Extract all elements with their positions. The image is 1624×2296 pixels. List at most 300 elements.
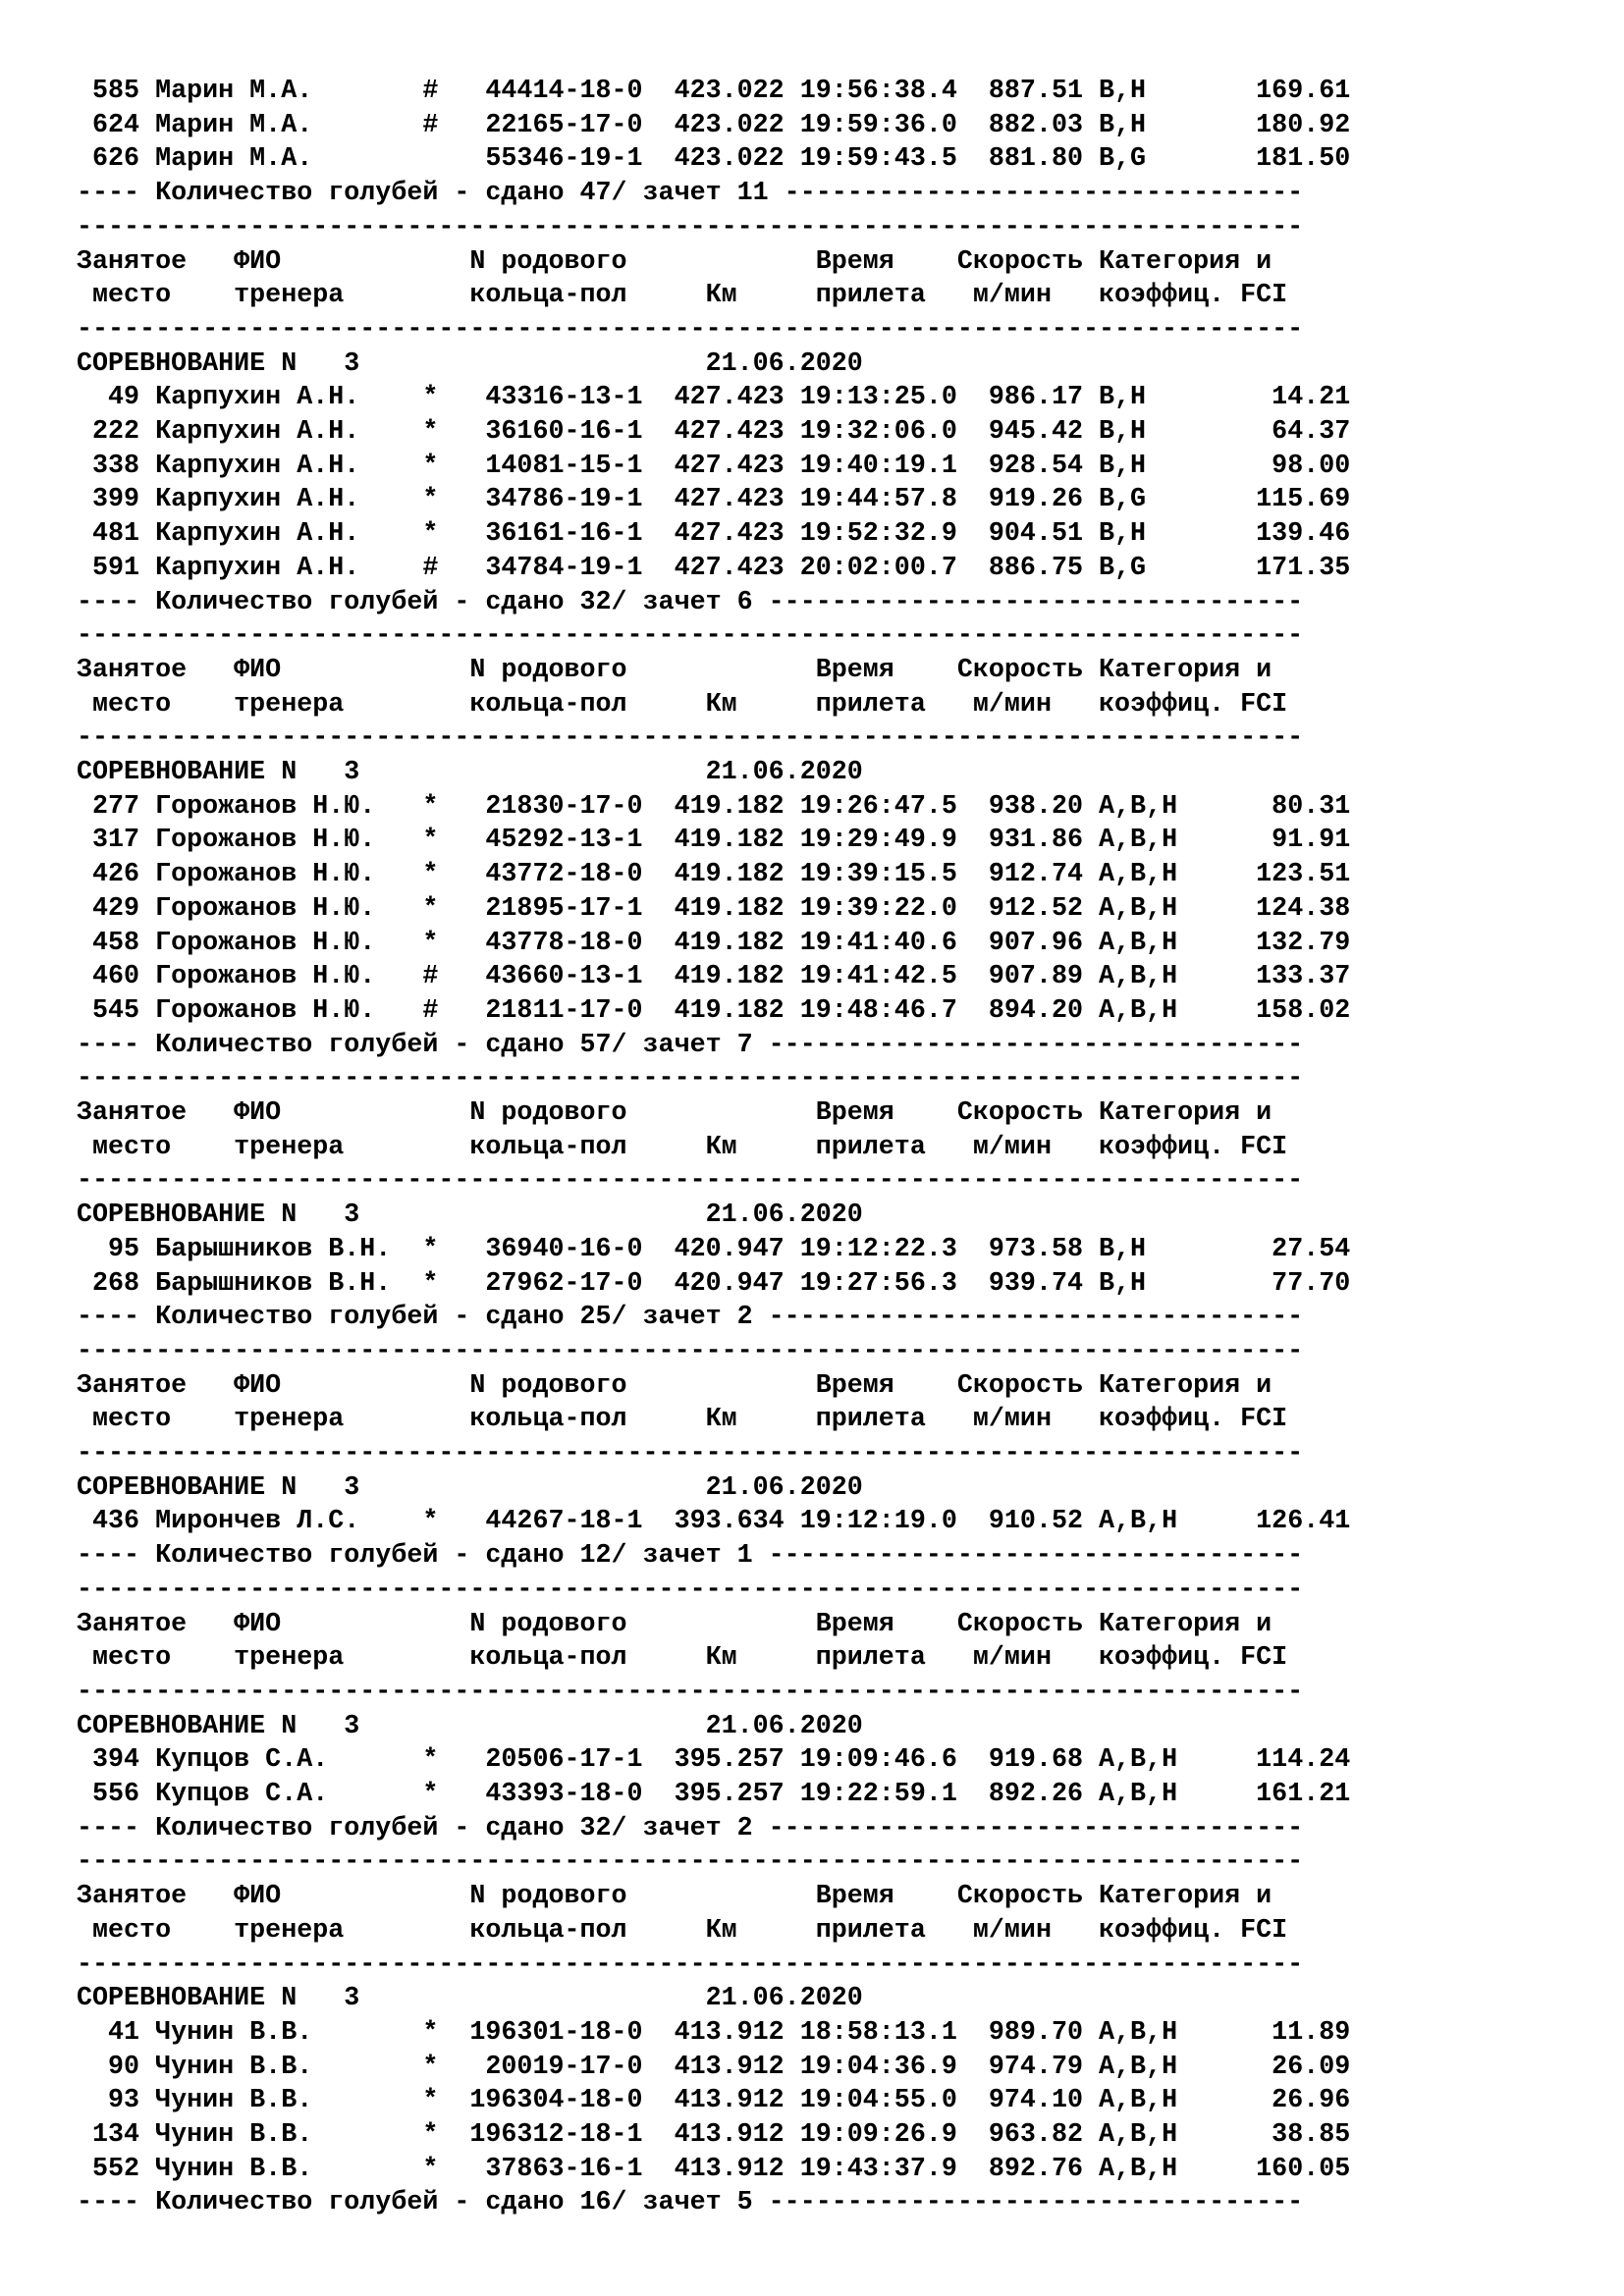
distance-km: 413.912 xyxy=(674,2154,785,2184)
header-place: Занятое xyxy=(77,1882,235,1912)
header-ring-2: кольца-пол xyxy=(469,1405,706,1435)
arrival-time: 19:56:38.4 xyxy=(799,77,957,106)
mark xyxy=(422,144,469,174)
submitted-count: 12 xyxy=(579,1541,612,1572)
scored-count: 1 xyxy=(736,1541,753,1572)
header-ring: N родового xyxy=(469,1609,816,1639)
separator-line: ------------------------------------------------------------------------------ xyxy=(77,621,1304,652)
fci-coefficient: 11.89 xyxy=(1209,2017,1351,2048)
arrival-time: 19:44:57.8 xyxy=(799,485,957,515)
arrival-time: 19:43:37.9 xyxy=(799,2154,957,2184)
result-row xyxy=(77,415,1350,450)
result-row xyxy=(77,75,1350,109)
arrival-time: 18:58:13.1 xyxy=(799,2017,957,2048)
ring-number: 44267-18-1 xyxy=(469,1507,643,1537)
place: 268 xyxy=(77,1268,140,1299)
competition-date: 21.06.2020 xyxy=(705,758,863,787)
result-row xyxy=(77,2016,1350,2051)
result-row xyxy=(77,142,1350,177)
trainer-name: Горожанов Н.Ю. xyxy=(155,860,423,890)
mark: * xyxy=(422,1234,470,1264)
header-time-2: прилета xyxy=(815,1915,973,1946)
fci-coefficient: 158.02 xyxy=(1209,995,1351,1026)
summary-line: ---- Количество голубей - сдано 57/ зачет 7 ---------------------------------- xyxy=(77,1030,1304,1060)
table-header-line-2 xyxy=(77,1131,1287,1165)
scored-count: 2 xyxy=(736,1813,753,1843)
header-time-2: прилета xyxy=(815,1132,973,1162)
category: B,G xyxy=(1099,553,1210,583)
competition-title-line xyxy=(77,1710,863,1744)
result-row xyxy=(77,381,1350,415)
trainer-name: Марин М.А. xyxy=(155,144,423,175)
summary-line: ---- Количество голубей - сдано 32/ зачет 6 ---------------------------------- xyxy=(77,587,1304,617)
header-category-2: коэффиц. FCI xyxy=(1099,281,1288,311)
ring-number: 21895-17-1 xyxy=(469,893,643,924)
place: 545 xyxy=(77,995,140,1026)
separator-line: ------------------------------------------------------------------------------ xyxy=(77,723,1304,754)
mark: * xyxy=(422,1780,470,1809)
competition-title-line xyxy=(77,756,863,790)
speed: 886.75 xyxy=(988,553,1083,583)
table-header-line-2 xyxy=(77,279,1287,313)
category: A,B,H xyxy=(1099,791,1210,822)
ring-number: 36161-16-1 xyxy=(469,519,643,550)
category: A,B,H xyxy=(1099,893,1210,924)
separator-line: ------------------------------------------------------------------------------ xyxy=(77,1064,1304,1095)
fci-coefficient: 169.61 xyxy=(1209,77,1351,106)
header-name: ФИО xyxy=(234,1370,470,1401)
separator-line: ------------------------------------------------------------------------------ xyxy=(77,1336,1304,1366)
speed: 919.68 xyxy=(988,1745,1083,1776)
header-ring-2: кольца-пол xyxy=(469,1643,706,1674)
summary-line: ---- Количество голубей - сдано 32/ зачет 2 ---------------------------------- xyxy=(77,1813,1304,1843)
competition-date: 21.06.2020 xyxy=(705,1201,863,1231)
fci-coefficient: 38.85 xyxy=(1209,2120,1351,2150)
category: A,B,H xyxy=(1099,928,1210,958)
ring-number: 196312-18-1 xyxy=(469,2120,643,2150)
distance-km: 427.423 xyxy=(674,553,785,583)
header-speed: Скорость xyxy=(956,1370,1100,1401)
distance-km: 419.182 xyxy=(674,928,785,958)
arrival-time: 19:48:46.7 xyxy=(799,995,957,1026)
distance-km: 427.423 xyxy=(674,519,785,550)
result-row xyxy=(77,450,1350,484)
result-row xyxy=(77,2051,1350,2085)
place: 429 xyxy=(77,893,140,924)
result-row xyxy=(77,994,1350,1029)
arrival-time: 19:04:55.0 xyxy=(799,2086,957,2116)
trainer-name: Карпухин А.Н. xyxy=(155,451,423,481)
scored-count: 2 xyxy=(736,1303,753,1333)
header-name-2: тренера xyxy=(234,1643,470,1674)
result-row xyxy=(77,892,1350,927)
trainer-name: Мирончев Л.С. xyxy=(155,1507,423,1537)
result-row xyxy=(77,483,1350,517)
speed: 945.42 xyxy=(988,417,1083,447)
header-time: Время xyxy=(815,1609,957,1639)
ring-number: 36160-16-1 xyxy=(469,417,643,447)
header-km: Км xyxy=(705,1915,816,1946)
mark: # xyxy=(422,110,470,140)
category: B,H xyxy=(1099,383,1210,413)
result-row xyxy=(77,109,1350,143)
ring-number: 20019-17-0 xyxy=(469,2052,643,2082)
table-header-line-1 xyxy=(77,1096,1272,1131)
place: 624 xyxy=(77,110,140,140)
submitted-count: 57 xyxy=(579,1030,612,1060)
result-row xyxy=(77,2084,1350,2118)
fci-coefficient: 26.96 xyxy=(1209,2086,1351,2116)
fci-coefficient: 27.54 xyxy=(1209,1234,1351,1264)
table-header-line-1 xyxy=(77,1369,1272,1404)
arrival-time: 19:32:06.0 xyxy=(799,417,957,447)
speed: 907.89 xyxy=(988,962,1083,992)
header-speed-2: м/мин xyxy=(972,1643,1100,1674)
fci-coefficient: 123.51 xyxy=(1209,860,1351,890)
ring-number: 196304-18-0 xyxy=(469,2086,643,2116)
header-category-2: коэффиц. FCI xyxy=(1099,1643,1288,1674)
distance-km: 420.947 xyxy=(674,1268,785,1299)
trainer-name: Купцов С.А. xyxy=(155,1780,423,1809)
fci-coefficient: 64.37 xyxy=(1209,417,1351,447)
distance-km: 395.257 xyxy=(674,1780,785,1809)
speed: 907.96 xyxy=(988,928,1083,958)
header-name: ФИО xyxy=(234,1882,470,1912)
category: B,H xyxy=(1099,1268,1210,1299)
arrival-time: 19:13:25.0 xyxy=(799,383,957,413)
place: 134 xyxy=(77,2120,140,2150)
distance-km: 420.947 xyxy=(674,1234,785,1264)
ring-number: 22165-17-0 xyxy=(469,110,643,140)
speed: 963.82 xyxy=(988,2120,1083,2150)
header-km: Км xyxy=(705,281,816,311)
distance-km: 427.423 xyxy=(674,485,785,515)
arrival-time: 19:52:32.9 xyxy=(799,519,957,550)
arrival-time: 20:02:00.7 xyxy=(799,553,957,583)
header-speed-2: м/мин xyxy=(972,1915,1100,1946)
header-category: Категория и xyxy=(1099,1098,1272,1128)
table-header-line-2 xyxy=(77,1914,1287,1949)
result-row xyxy=(77,517,1350,552)
header-time: Время xyxy=(815,1370,957,1401)
table-header-line-2 xyxy=(77,688,1287,722)
trainer-name: Карпухин А.Н. xyxy=(155,485,423,515)
header-speed: Скорость xyxy=(956,246,1100,277)
category: A,B,H xyxy=(1099,962,1210,992)
mark: * xyxy=(422,2086,470,2116)
category: B,H xyxy=(1099,110,1210,140)
competition-title-line xyxy=(77,1199,863,1233)
separator-line: ------------------------------------------------------------------------------ xyxy=(77,1847,1304,1878)
distance-km: 427.423 xyxy=(674,451,785,481)
category: B,G xyxy=(1099,144,1210,175)
category: A,B,H xyxy=(1099,860,1210,890)
mark: * xyxy=(422,485,470,515)
header-name: ФИО xyxy=(234,246,470,277)
place: 338 xyxy=(77,451,140,481)
category: A,B,H xyxy=(1099,2154,1210,2184)
distance-km: 419.182 xyxy=(674,893,785,924)
header-category: Категория и xyxy=(1099,1370,1272,1401)
distance-km: 419.182 xyxy=(674,791,785,822)
fci-coefficient: 171.35 xyxy=(1209,553,1351,583)
scored-count: 6 xyxy=(736,587,753,617)
fci-coefficient: 132.79 xyxy=(1209,928,1351,958)
mark: * xyxy=(422,928,470,958)
arrival-time: 19:39:15.5 xyxy=(799,860,957,890)
header-place-2: место xyxy=(77,1915,235,1946)
trainer-name: Карпухин А.Н. xyxy=(155,553,423,583)
ring-number: 36940-16-0 xyxy=(469,1234,643,1264)
header-speed: Скорость xyxy=(956,655,1100,685)
fci-coefficient: 26.09 xyxy=(1209,2052,1351,2082)
fci-coefficient: 139.46 xyxy=(1209,519,1351,550)
trainer-name: Горожанов Н.Ю. xyxy=(155,928,423,958)
header-place-2: место xyxy=(77,689,235,720)
place: 552 xyxy=(77,2154,140,2184)
speed: 989.70 xyxy=(988,2017,1083,2048)
fci-coefficient: 80.31 xyxy=(1209,791,1351,822)
distance-km: 423.022 xyxy=(674,144,785,175)
header-place-2: место xyxy=(77,1405,235,1435)
ring-number: 43778-18-0 xyxy=(469,928,643,958)
distance-km: 419.182 xyxy=(674,826,785,856)
header-category: Категория и xyxy=(1099,246,1272,277)
header-place: Занятое xyxy=(77,1098,235,1128)
header-category-2: коэффиц. FCI xyxy=(1099,1915,1288,1946)
competition-date: 21.06.2020 xyxy=(705,1472,863,1503)
distance-km: 419.182 xyxy=(674,962,785,992)
speed: 973.58 xyxy=(988,1234,1083,1264)
table-header-line-1 xyxy=(77,245,1272,280)
trainer-name: Барышников В.Н. xyxy=(155,1234,423,1264)
result-row xyxy=(77,1505,1350,1539)
speed: 882.03 xyxy=(988,110,1083,140)
distance-km: 413.912 xyxy=(674,2017,785,2048)
header-time-2: прилета xyxy=(815,1405,973,1435)
speed: 912.52 xyxy=(988,893,1083,924)
result-row xyxy=(77,858,1350,892)
header-name-2: тренера xyxy=(234,1915,470,1946)
header-speed-2: м/мин xyxy=(972,1405,1100,1435)
mark: * xyxy=(422,860,470,890)
category: A,B,H xyxy=(1099,2120,1210,2150)
result-row xyxy=(77,1778,1350,1812)
summary-line: ---- Количество голубей - сдано 16/ зачет 5 ---------------------------------- xyxy=(77,2188,1304,2218)
result-row xyxy=(77,824,1350,858)
table-header-line-1 xyxy=(77,1880,1272,1914)
summary-line: ---- Количество голубей - сдано 47/ зачет 11 --------------------------------- xyxy=(77,179,1304,209)
header-speed: Скорость xyxy=(956,1882,1100,1912)
mark: # xyxy=(422,553,470,583)
header-category-2: коэффиц. FCI xyxy=(1099,1132,1288,1162)
competition-date: 21.06.2020 xyxy=(705,1711,863,1741)
table-header-line-2 xyxy=(77,1641,1287,1676)
separator-line: ------------------------------------------------------------------------------ xyxy=(77,1677,1304,1707)
category: A,B,H xyxy=(1099,1780,1210,1809)
header-km: Км xyxy=(705,1405,816,1435)
table-header-line-2 xyxy=(77,1403,1287,1437)
trainer-name: Барышников В.Н. xyxy=(155,1268,423,1299)
result-row xyxy=(77,960,1350,994)
ring-number: 34786-19-1 xyxy=(469,485,643,515)
header-time-2: прилета xyxy=(815,281,973,311)
speed: 974.10 xyxy=(988,2086,1083,2116)
header-ring: N родового xyxy=(469,246,816,277)
separator-line: ------------------------------------------------------------------------------ xyxy=(77,1949,1304,1980)
speed: 974.79 xyxy=(988,2052,1083,2082)
fci-coefficient: 14.21 xyxy=(1209,383,1351,413)
submitted-count: 47 xyxy=(579,179,612,209)
trainer-name: Чунин В.В. xyxy=(155,2154,423,2184)
header-name-2: тренера xyxy=(234,1132,470,1162)
fci-coefficient: 180.92 xyxy=(1209,110,1351,140)
header-category-2: коэффиц. FCI xyxy=(1099,689,1288,720)
distance-km: 423.022 xyxy=(674,77,785,106)
header-name: ФИО xyxy=(234,1098,470,1128)
header-km: Км xyxy=(705,689,816,720)
arrival-time: 19:22:59.1 xyxy=(799,1780,957,1809)
ring-number: 45292-13-1 xyxy=(469,826,643,856)
result-row xyxy=(77,1233,1350,1267)
speed: 986.17 xyxy=(988,383,1083,413)
place: 90 xyxy=(77,2052,140,2082)
place: 93 xyxy=(77,2086,140,2116)
category: A,B,H xyxy=(1099,826,1210,856)
ring-number: 21811-17-0 xyxy=(469,995,643,1026)
distance-km: 423.022 xyxy=(674,110,785,140)
result-row xyxy=(77,1267,1350,1302)
competition-title-line xyxy=(77,347,863,382)
distance-km: 419.182 xyxy=(674,995,785,1026)
ring-number: 44414-18-0 xyxy=(469,77,643,106)
fci-coefficient: 114.24 xyxy=(1209,1745,1351,1776)
header-place-2: место xyxy=(77,1132,235,1162)
summary-line: ---- Количество голубей - сдано 25/ зачет 2 ---------------------------------- xyxy=(77,1303,1304,1333)
place: 458 xyxy=(77,928,140,958)
scored-count: 5 xyxy=(736,2188,753,2218)
header-time: Время xyxy=(815,1882,957,1912)
header-place: Занятое xyxy=(77,655,235,685)
result-row xyxy=(77,2118,1350,2153)
category: B,H xyxy=(1099,519,1210,550)
mark: * xyxy=(422,519,470,550)
distance-km: 395.257 xyxy=(674,1745,785,1776)
competition-date: 21.06.2020 xyxy=(705,348,863,379)
competition-title-line xyxy=(77,1471,863,1506)
trainer-name: Горожанов Н.Ю. xyxy=(155,995,423,1026)
category: B,H xyxy=(1099,451,1210,481)
mark: # xyxy=(422,77,470,106)
header-speed-2: м/мин xyxy=(972,689,1100,720)
distance-km: 393.634 xyxy=(674,1507,785,1537)
separator-line: ------------------------------------------------------------------------------ xyxy=(77,1575,1304,1605)
fci-coefficient: 126.41 xyxy=(1209,1507,1351,1537)
distance-km: 427.423 xyxy=(674,417,785,447)
submitted-count: 32 xyxy=(579,1813,612,1843)
competition-title: СОРЕВНОВАНИЕ N 3 xyxy=(77,348,706,379)
summary-line: ---- Количество голубей - сдано 12/ зачет 1 ---------------------------------- xyxy=(77,1541,1304,1572)
ring-number: 34784-19-1 xyxy=(469,553,643,583)
ring-number: 43316-13-1 xyxy=(469,383,643,413)
speed: 912.74 xyxy=(988,860,1083,890)
place: 95 xyxy=(77,1234,140,1264)
place: 49 xyxy=(77,383,140,413)
header-place: Занятое xyxy=(77,1609,235,1639)
header-time: Время xyxy=(815,246,957,277)
fci-coefficient: 124.38 xyxy=(1209,893,1351,924)
submitted-count: 25 xyxy=(579,1303,612,1333)
header-place: Занятое xyxy=(77,246,235,277)
place: 426 xyxy=(77,860,140,890)
header-name-2: тренера xyxy=(234,689,470,720)
category: B,H xyxy=(1099,1234,1210,1264)
trainer-name: Карпухин А.Н. xyxy=(155,383,423,413)
trainer-name: Карпухин А.Н. xyxy=(155,417,423,447)
header-category: Категория и xyxy=(1099,1609,1272,1639)
mark: * xyxy=(422,1507,470,1537)
category: A,B,H xyxy=(1099,1745,1210,1776)
ring-number: 21830-17-0 xyxy=(469,791,643,822)
fci-coefficient: 77.70 xyxy=(1209,1268,1351,1299)
separator-line: ------------------------------------------------------------------------------ xyxy=(77,212,1304,242)
place: 436 xyxy=(77,1507,140,1537)
trainer-name: Горожанов Н.Ю. xyxy=(155,893,423,924)
mark: * xyxy=(422,1268,470,1299)
header-category: Категория и xyxy=(1099,1882,1272,1912)
place: 626 xyxy=(77,144,140,175)
fci-coefficient: 160.05 xyxy=(1209,2154,1351,2184)
trainer-name: Чунин В.В. xyxy=(155,2120,423,2150)
result-row xyxy=(77,552,1350,586)
place: 41 xyxy=(77,2017,140,2048)
place: 556 xyxy=(77,1780,140,1809)
distance-km: 419.182 xyxy=(674,860,785,890)
place: 591 xyxy=(77,553,140,583)
competition-title: СОРЕВНОВАНИЕ N 3 xyxy=(77,1984,706,2014)
ring-number: 37863-16-1 xyxy=(469,2154,643,2184)
mark: * xyxy=(422,2120,470,2150)
speed: 892.26 xyxy=(988,1780,1083,1809)
trainer-name: Купцов С.А. xyxy=(155,1745,423,1776)
header-category-2: коэффиц. FCI xyxy=(1099,1405,1288,1435)
speed: 928.54 xyxy=(988,451,1083,481)
mark: # xyxy=(422,995,470,1026)
header-name-2: тренера xyxy=(234,281,470,311)
place: 399 xyxy=(77,485,140,515)
place: 481 xyxy=(77,519,140,550)
result-row xyxy=(77,790,1350,825)
category: B,H xyxy=(1099,417,1210,447)
competition-title-line xyxy=(77,1982,863,2016)
table-header-line-1 xyxy=(77,1608,1272,1642)
arrival-time: 19:59:36.0 xyxy=(799,110,957,140)
fci-coefficient: 133.37 xyxy=(1209,962,1351,992)
ring-number: 196301-18-0 xyxy=(469,2017,643,2048)
scored-count: 11 xyxy=(736,179,769,209)
category: A,B,H xyxy=(1099,2086,1210,2116)
distance-km: 427.423 xyxy=(674,383,785,413)
header-ring: N родового xyxy=(469,1882,816,1912)
trainer-name: Марин М.А. xyxy=(155,77,423,106)
submitted-count: 32 xyxy=(579,587,612,617)
trainer-name: Карпухин А.Н. xyxy=(155,519,423,550)
header-name: ФИО xyxy=(234,655,470,685)
competition-date: 21.06.2020 xyxy=(705,1984,863,2014)
ring-number: 43660-13-1 xyxy=(469,962,643,992)
header-ring: N родового xyxy=(469,655,816,685)
header-ring-2: кольца-пол xyxy=(469,1915,706,1946)
